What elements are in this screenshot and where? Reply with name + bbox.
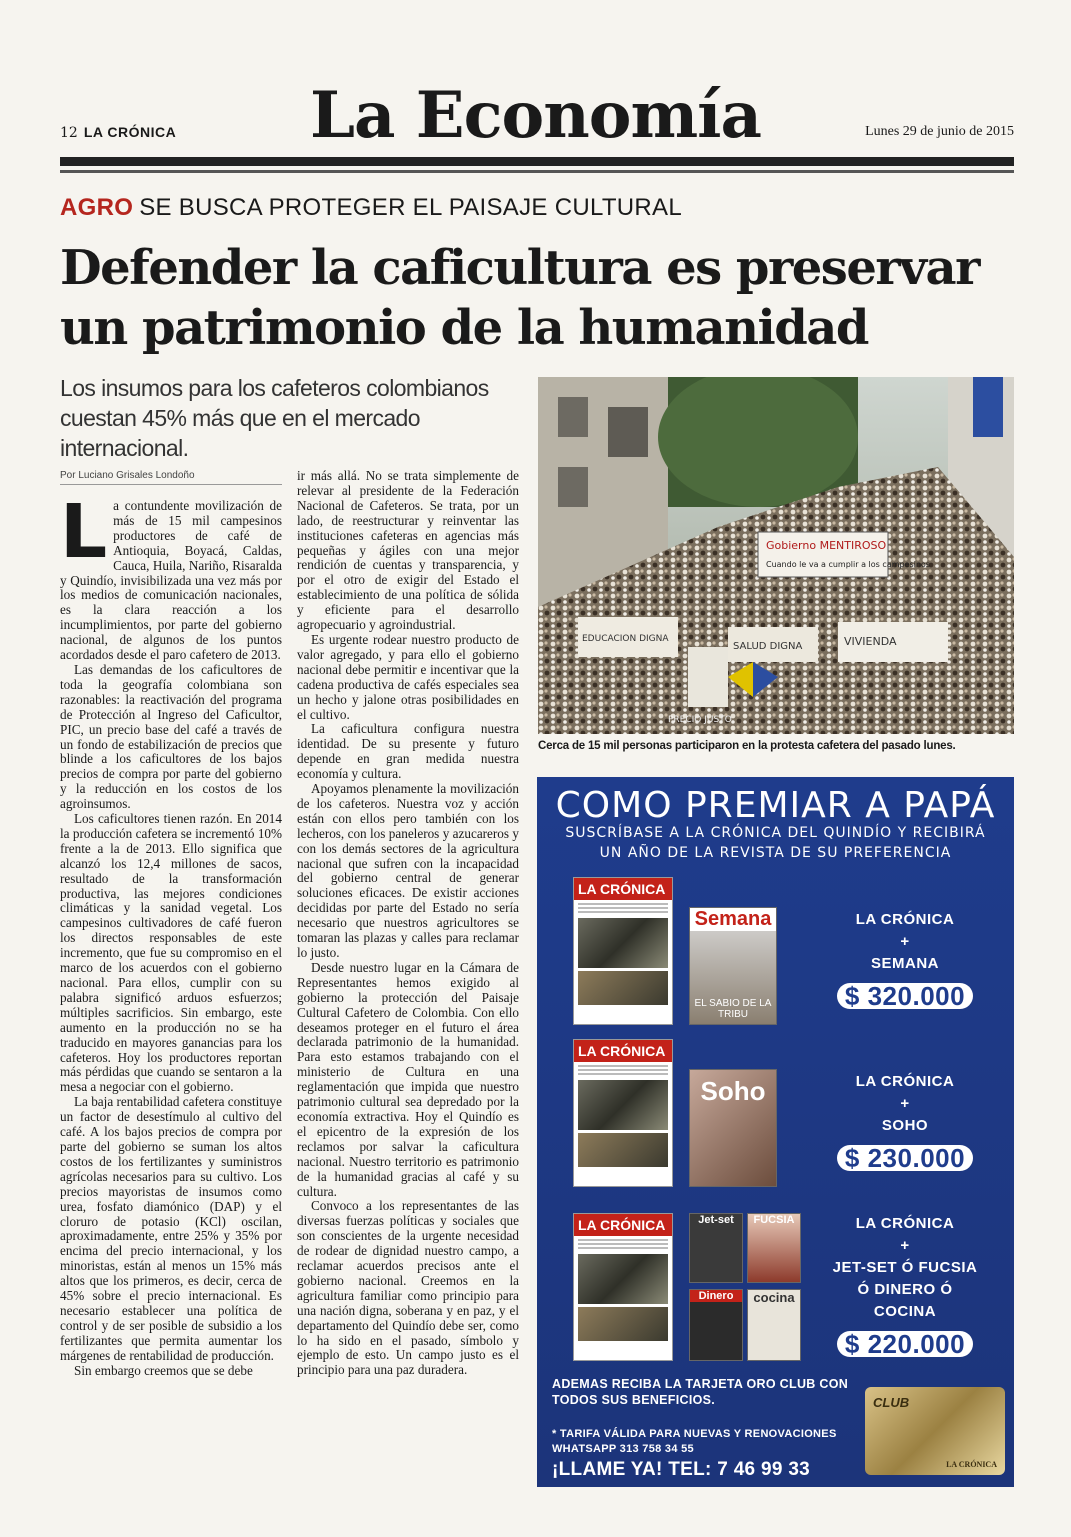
ad-title: COMO PREMIAR A PAPÁ [555,785,996,826]
kicker-text: SE BUSCA PROTEGER EL PAISAJE CULTURAL [139,194,683,221]
offer-soho: LA CRÓNICA + SOHO $ 230.000 [825,1071,985,1174]
price-badge: $ 320.000 [837,983,973,1009]
ad-card-offer-2: TODOS SUS BENEFICIOS. [552,1393,716,1407]
article-column-1 [60,489,282,1378]
offer-semana: LA CRÓNICA + SEMANA $ 320.000 [825,909,985,1012]
paragraph: Es urgente rodear nuestro producto de valor agregado, y para ello el gobierno nacional debe permitir e incentivar que la cadena productiva de cafés especiales sea un hecho y jalone otras posibilidades en el cultivo. [297,631,519,722]
ad-subtitle-1: SUSCRÍBASE A LA CRÓNICA DEL QUINDÍO Y RECIBIRÁ [565,825,986,841]
paragraph: Sin embargo creemos que se debe [74,1362,253,1378]
protest-photo [538,377,1014,734]
ad-terms: * TARIFA VÁLIDA PARA NUEVAS Y RENOVACIONES [552,1428,837,1440]
la-cronica-cover: LA CRÓNICA [573,1213,673,1361]
headline-line-2: un patrimonio de la humanidad [60,300,868,356]
subscription-ad [537,777,1014,1487]
kicker-tag: AGRO [60,194,134,221]
ad-phone: ¡LLAME YA! TEL: 7 46 99 33 [552,1459,811,1480]
photo-sign: SALUD DIGNA [733,641,803,652]
photo-sign: PRECIO JUSTO [668,715,732,725]
paragraph: Apoyamos plenamente la movilización de los cafeteros. Nuestra voz y acción están con ellos pero también con los lecheros, con los paneleros y azucareros y con los demás sectores de la agricultura nacional que sufren con la incapacidad del gobierno central de generar soluciones eficaces. De existir acciones decididas por parte del Estado no sería necesario que nuestros agricultores se tomaran las plazas y calles para reclamar lo justo. [297,781,519,960]
offer-jetset-fucsia-dinero-cocina: LA CRÓNICA + JET-SET Ó FUCSIA Ó DINERO Ó COCINA $ 220.000 [832,1215,978,1359]
jetset-magazine: Jet-set [689,1213,743,1283]
price-badge: $ 220.000 [837,1331,973,1357]
paper-name: LA CRÓNICA [83,124,177,140]
semana-magazine: Semana EL SABIO DE LA TRIBU [689,907,777,1025]
photo-sign: Cuando le va a cumplir a los campesinos [766,560,930,569]
paragraph: Desde nuestro lugar en la Cámara de Representantes hemos exigido al gobierno la protección del Paisaje Cultural Cafetero de Colombia. Con ello deseamos proteger en el futuro el área declarada patrimonio de la humanidad. Para esto estamos trabajando con el ministerio de Cultura en una reglamentación que impida que nuestro patrimonio cultural sea depredado por la economía extractiva. Hoy el Quindío es el epicentro de la expresión de los reclamos por salvar la caficultura nacional. Nuestro territorio es patrimonio de la humanidad gracias al café y su cultura. [297,959,519,1199]
dinero-magazine: Dinero [689,1289,743,1361]
byline: Por Luciano Grisales Londoño [60,470,282,485]
paragraph: Convoco a los representantes de las diversas fuerzas políticas y sociales que son conscientes de la urgente necesidad de rodear de dignidad nuestro campo, a reclamar acuerdos precisos ante el gobierno nacional. Creemos en la agricultura familiar como principio para una nación digna, soberana y en paz, y el departamento del Quindío debe ser, como lo ha sido en el pasado, símbolo y ejemplo de esto. Un campo justo es el principio para una paz duradera. [297,1198,519,1378]
photo-sign: EDUCACION DIGNA [582,634,669,644]
gold-club-card: CLUB LA CRÓNICA [865,1387,1005,1475]
soho-magazine: Soho [689,1069,777,1187]
paragraph: La caficultura configura nuestra identidad. De su presente y futuro depende en gran medida nuestra economía y cultura. [297,721,519,782]
price-badge: $ 230.000 [837,1145,973,1171]
paragraph: La baja rentabilidad cafetera constituye un factor de desestímulo al cultivo del café. A los bajos precios de compra por parte del gobierno se suman los altos costos de los fertilizantes y suministros agrícolas necesarios para su cultivo. Los precios mayoristas de insumos como urea, fosfato diamónico (DAP) y el cloruro de potasio (KCl) oscilan, aproximadamente, entre 25% y 35% por encima del precio internacional, y los minoristas, están al menos un 15% más altos que los primeros, es decir, cerca de 45% sobre el precio internacional. Es necesario establecer una política de control y de ser posible de subsidio a los fertilizantes que permita aumentar los márgenes de rentabilidad de producción. [60,1094,282,1363]
la-cronica-cover: LA CRÓNICA [573,1039,673,1187]
cocina-magazine: cocina [747,1289,801,1361]
headline [60,238,1020,358]
ad-subtitle-2: UN AÑO DE LA REVISTA DE SU PREFERENCIA [599,845,952,861]
article-column-2 [297,469,519,1378]
masthead-rule-thin [60,170,1014,173]
photo-caption: Cerca de 15 mil personas participaron en la protesta cafetera del pasado lunes. [538,740,956,752]
paragraph: Las demandas de los caficultores de toda la geografía colombiana son razonables: la reactivación del programa de Protección al Ingreso del Caficultor, PIC, un precio base del café a través de un fondo de estabilización de precios que blinde a los caficultores de los bajos precios de compra por parte del gobierno y la reducción en los costos de los agroinsumos. [60,661,282,812]
paragraph: La contundente movilización de más de 15 mil campesinos productores de café de Antioquia, Boyacá, Caldas, Cauca, Huila, Nariño, Risaralda y Quindío, invisibilizada una vez más por los medios de comunicación nacionales, es la clara reacción a los incumplimientos, por parte del gobierno nacional, de algunos de los puntos acordados desde el paro cafetero de 2013. [60,489,282,663]
la-cronica-cover: LA CRÓNICA [573,877,673,1025]
deck: Los insumos para los cafeteros colombianos cuestan 45% más que en el mercado internacional. [60,375,489,461]
paragraph: Los caficultores tienen razón. En 2014 la producción cafetera se incrementó 10% frente a la de 2013. Ello significa que alcanzó los 12,4 millones de sacos, resultado de la transformación productiva, las mejores condiciones climáticas y la sanidad vegetal. Los campesinos cultivadores de café fueron los directos responsables de este incremento, que fue su compromiso en el marco de los acuerdos con el gobierno nacional. Para ellos, cumplir con su palabra significó arduos esfuerzos; múltiples sacrificios. Sin embargo, este aumento en la producción no se ha traducido en mayores ganancias para los cafeteros. Hoy los productores reportan más pérdidas que cuando se sentaron a la mesa a negociar con el gobierno. [60,811,282,1095]
ad-card-offer: ADEMAS RECIBA LA TARJETA ORO CLUB CON [552,1377,849,1391]
section-title: La Economía [310,78,761,153]
photo-sign: VIVIENDA [844,635,897,648]
ad-whatsapp: WHATSAPP 313 758 34 55 [552,1443,694,1455]
headline-line-1: Defender la caficultura es preservar [60,240,979,296]
photo-sign: Gobierno MENTIROSO [766,539,887,552]
masthead-rule [60,157,1014,166]
kicker [60,194,682,222]
publication-date: Lunes 29 de junio de 2015 [865,124,1014,139]
paragraph: ir más allá. No se trata simplemente de relevar al presidente de la Federación Nacional de Cafeteros. Se trata, por un lado, de reestructurar y reinventar las instituciones cafeteras en agencias más pequeñas y ágiles con una mejor rendición de cuentas y transparencia, y por el otro de exigir del Estado el establecimiento de una política de sólida y eficiente para el desarrollo agropecuario y agroindustrial. [297,468,519,633]
fucsia-magazine: FUCSIA [747,1213,801,1283]
page-number: 12 [60,125,78,141]
dropcap: L [60,489,108,575]
